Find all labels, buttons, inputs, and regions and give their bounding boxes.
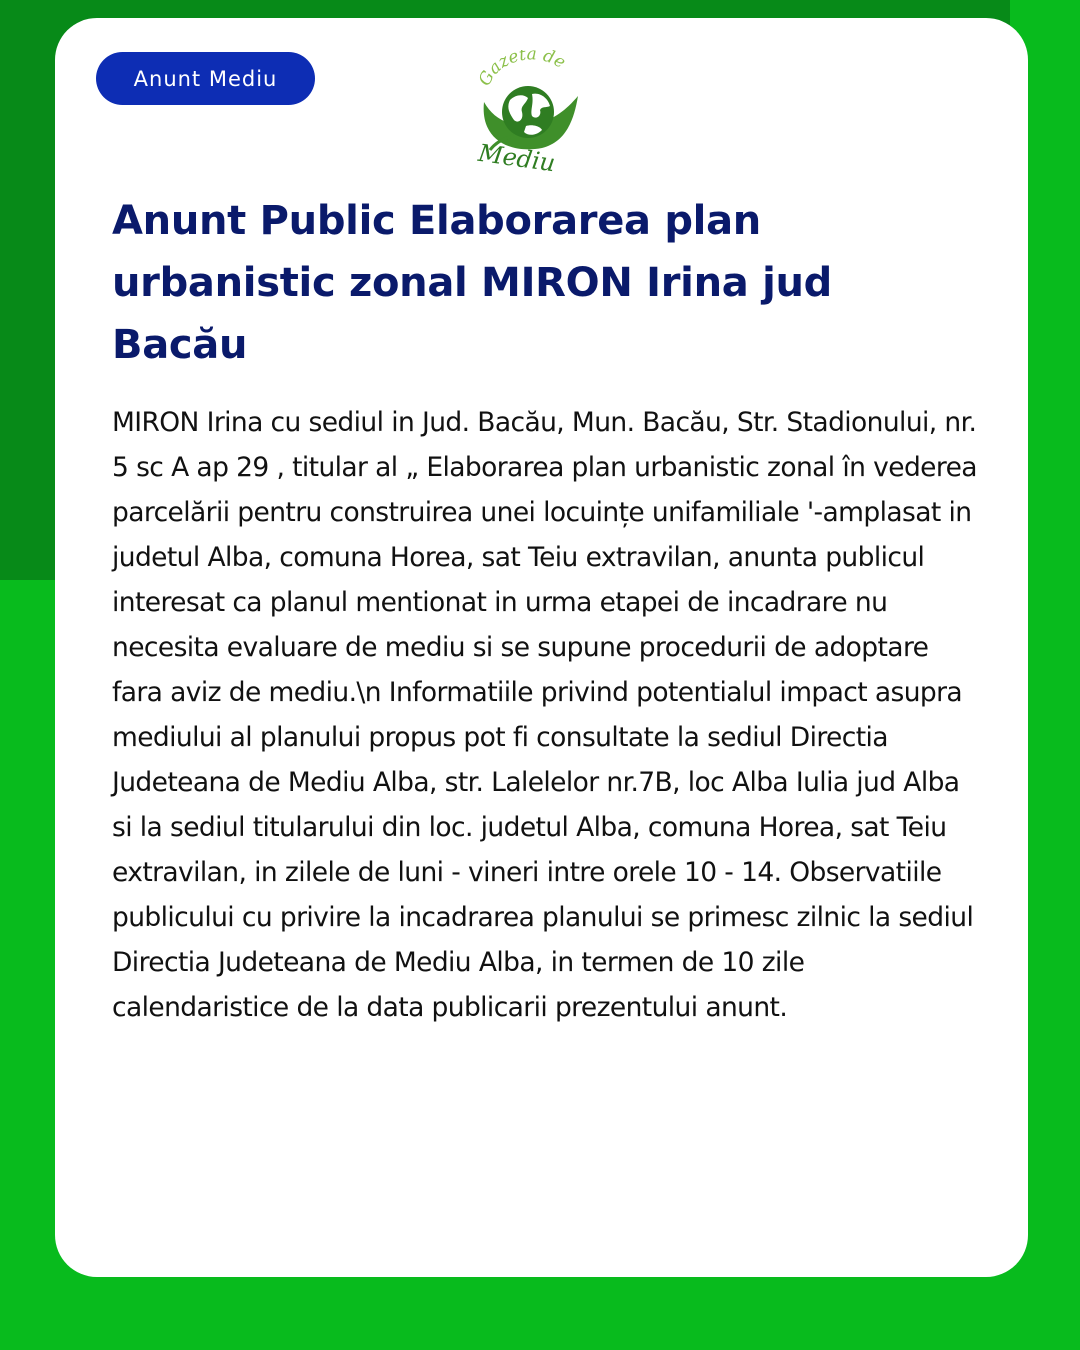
- category-tag-label: Anunt Mediu: [133, 66, 278, 91]
- article-title: Anunt Public Elaborarea plan urbanistic zonal MIRON Irina jud Bacău: [112, 198, 832, 368]
- category-tag[interactable]: [96, 52, 315, 105]
- gazeta-de-mediu-logo: [470, 50, 590, 175]
- svg-text:Mediu: Mediu: [476, 138, 557, 175]
- svg-text:Gazeta de: Gazeta de: [474, 50, 569, 90]
- article-body: MIRON Irina cu sediul in Jud. Bacău, Mun. Bacău, Str. Stadionului, nr. 5 sc A ap 29 , titular al „ Elaborarea plan urbanistic zonal în vederea parcelării pentru construirea unei locuințe unifamiliale '-amplasat in judetul Alba, comuna Horea, sat Teiu extravilan, anunta publicul interesat ca planul mentionat in urma etapei de incadrare nu necesita evaluare de mediu si se supune procedurii de adoptare fara aviz de mediu.\n Informatiile privind potentialul impact asupra mediului al planului propus pot fi consultate la sediul Directia Judeteana de Mediu Alba, str. Lalelelor nr.7B, loc Alba Iulia jud Alba si la sediul titularului din loc. judetul Alba, comuna Horea, sat Teiu extravilan, in zilele de luni - vineri intre orele 10 - 14. Observatiile publicului cu privire la incadrarea planului se primesc zilnic la sediul Directia Judeteana de Mediu Alba, in termen de 10 zile calendaristice de la data publicarii prezentului anunt.: [112, 407, 977, 1023]
- globe-leaf-icon: [470, 50, 590, 175]
